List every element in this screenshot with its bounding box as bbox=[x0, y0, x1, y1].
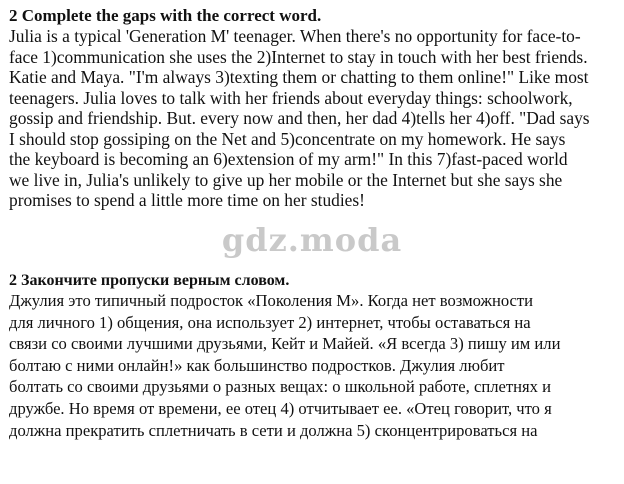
russian-line: болтаю с ними онлайн!» как большинство подростков. Джулия любит bbox=[9, 355, 505, 375]
russian-heading: 2 Закончите пропуски верным словом. bbox=[9, 272, 290, 289]
watermark: gdz.moda bbox=[221, 221, 403, 259]
english-exercise bbox=[9, 6, 618, 211]
english-line: we live in, Julia's unlikely to give up her mobile or the Internet but she says she bbox=[9, 169, 563, 190]
english-line: face 1)communication she uses the 2)Internet to stay in touch with her best friends. bbox=[9, 46, 588, 67]
russian-line: Джулия это типичный подросток «Поколения М». Когда нет возможности bbox=[9, 291, 534, 310]
russian-line: болтать со своими друзьями о разных вещах: о школьной работе, сплетнях и bbox=[9, 377, 551, 397]
english-heading: 2 Complete the gaps with the correct word. bbox=[9, 6, 322, 25]
russian-line: для личного 1) общения, она использует 2) интернет, чтобы оставаться на bbox=[9, 312, 531, 332]
russian-line: связи со своими лучшими друзьями, Кейт и Майей. «Я всегда 3) пишу им или bbox=[9, 334, 561, 354]
english-line: I should stop gossiping on the Net and 5)concentrate on my homework. He says bbox=[9, 128, 566, 149]
english-line: the keyboard is becoming an 6)extension of my arm!" In this 7)fast-paced world bbox=[9, 149, 568, 169]
english-line: Julia is a typical 'Generation M' teenager. When there's no opportunity for face-to- bbox=[9, 26, 581, 46]
russian-exercise bbox=[9, 271, 618, 441]
english-line: gossip and friendship. But. every now and then, her dad 4)tells her 4)off. "Dad says bbox=[9, 108, 590, 128]
russian-line: дружбе. Но время от времени, ее отец 4) отчитывает ее. «Отец говорит, что я bbox=[9, 398, 552, 418]
english-line: teenagers. Julia loves to talk with her friends about everyday things: schoolwork, bbox=[9, 87, 573, 108]
english-line: Katie and Maya. "I'm always 3)texting them or chatting to them online!" Like most bbox=[9, 67, 589, 87]
english-line: promises to spend a little more time on her studies! bbox=[9, 190, 365, 210]
russian-line: должна прекратить сплетничать в сети и должна 5) сконцентрироваться на bbox=[9, 420, 538, 440]
